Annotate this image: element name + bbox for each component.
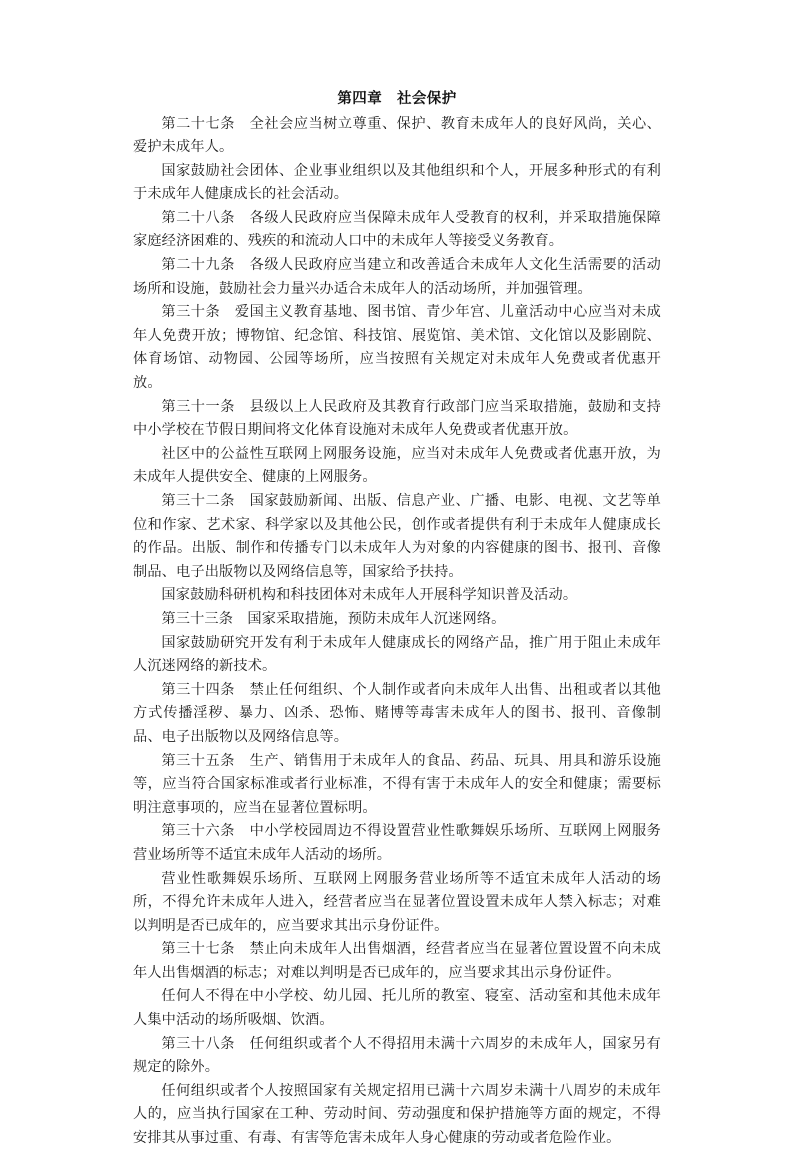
paragraph: 第三十条 爱国主义教育基地、图书馆、青少年宫、儿童活动中心应当对未成年人免费开放；博物馆、纪念馆、科技馆、展览馆、美术馆、文化馆以及影剧院、体育场馆、动物园、公园等场所，应当按照有关规定对未成年人免费或者优惠开放。: [133, 304, 661, 392]
chapter-heading: 第四章 社会保护: [337, 91, 457, 107]
paragraph: 国家鼓励研究开发有利于未成年人健康成长的网络产品，推广用于阻止未成年人沉迷网络的新技术。: [133, 634, 661, 675]
paragraph: 第三十四条 禁止任何组织、个人制作或者向未成年人出售、出租或者以其他方式传播淫秽、暴力、凶杀、恐怖、赌博等毒害未成年人的图书、报刊、音像制品、电子出版物以及网络信息等。: [133, 681, 661, 745]
paragraph: 第三十二条 国家鼓励新闻、出版、信息产业、广播、电影、电视、文艺等单位和作家、艺术家、科学家以及其他公民，创作或者提供有利于未成年人健康成长的作品。出版、制作和传播专门以未成年人为对象的内容健康的图书、报刊、音像制品、电子出版物以及网络信息等，国家给予扶持。: [133, 493, 661, 580]
paragraph: 第三十八条 任何组织或者个人不得招用未满十六周岁的未成年人，国家另有规定的除外。: [133, 1035, 661, 1076]
paragraph: 第二十九条 各级人民政府应当建立和改善适合未成年人文化生活需要的活动场所和设施，鼓励社会力量兴办适合未成年人的活动场所，并加强管理。: [133, 257, 661, 297]
paragraph: 任何组织或者个人按照国家有关规定招用已满十六周岁未满十八周岁的未成年人的，应当执行国家在工种、劳动时间、劳动强度和保护措施等方面的规定，不得安排其从事过重、有毒、有害等危害未成年人身心健康的劳动或者危险作业。: [133, 1082, 661, 1147]
paragraph: 第三十六条 中小学校园周边不得设置营业性歌舞娱乐场所、互联网上网服务营业场所等不适宜未成年人活动的场所。: [133, 823, 661, 863]
paragraph: 国家鼓励科研机构和科技团体对未成年人开展科学知识普及活动。: [161, 587, 578, 604]
paragraph: 第三十三条 国家采取措施，预防未成年人沉迷网络。: [161, 610, 506, 627]
paragraph: 第二十八条 各级人民政府应当保障未成年人受教育的权利，并采取措施保障家庭经济困难的、残疾的和流动人口中的未成年人等接受义务教育。: [133, 209, 661, 250]
paragraph: 第二十七条 全社会应当树立尊重、保护、教育未成年人的良好风尚，关心、爱护未成年人。: [133, 115, 661, 156]
paragraph: 第三十一条 县级以上人民政府及其教育行政部门应当采取措施，鼓励和支持中小学校在节假日期间将文化体育设施对未成年人免费或者优惠开放。: [133, 398, 661, 439]
paragraph-list: [133, 113, 661, 1151]
paragraph: 营业性歌舞娱乐场所、互联网上网服务营业场所等不适宜未成年人活动的场所，不得允许未成年人进入，经营者应当在显著位置设置未成年人禁入标志；对难以判明是否已成年的，应当要求其出示身份证件。: [133, 870, 661, 934]
paragraph: 第三十五条 生产、销售用于未成年人的食品、药品、玩具、用具和游乐设施等，应当符合国家标准或者行业标准，不得有害于未成年人的安全和健康；需要标明注意事项的，应当在显著位置标明。: [133, 752, 661, 816]
paragraph: 社区中的公益性互联网上网服务设施，应当对未成年人免费或者优惠开放，为未成年人提供安全、健康的上网服务。: [133, 445, 661, 486]
document-body: [133, 88, 661, 1151]
paragraph: 任何人不得在中小学校、幼儿园、托儿所的教室、寝室、活动室和其他未成年人集中活动的场所吸烟、饮酒。: [133, 988, 661, 1029]
paragraph: 国家鼓励社会团体、企业事业组织以及其他组织和个人，开展多种形式的有利于未成年人健康成长的社会活动。: [133, 162, 661, 203]
paragraph: 第三十七条 禁止向未成年人出售烟酒，经营者应当在显著位置设置不向未成年人出售烟酒的标志；对难以判明是否已成年的，应当要求其出示身份证件。: [133, 941, 661, 981]
